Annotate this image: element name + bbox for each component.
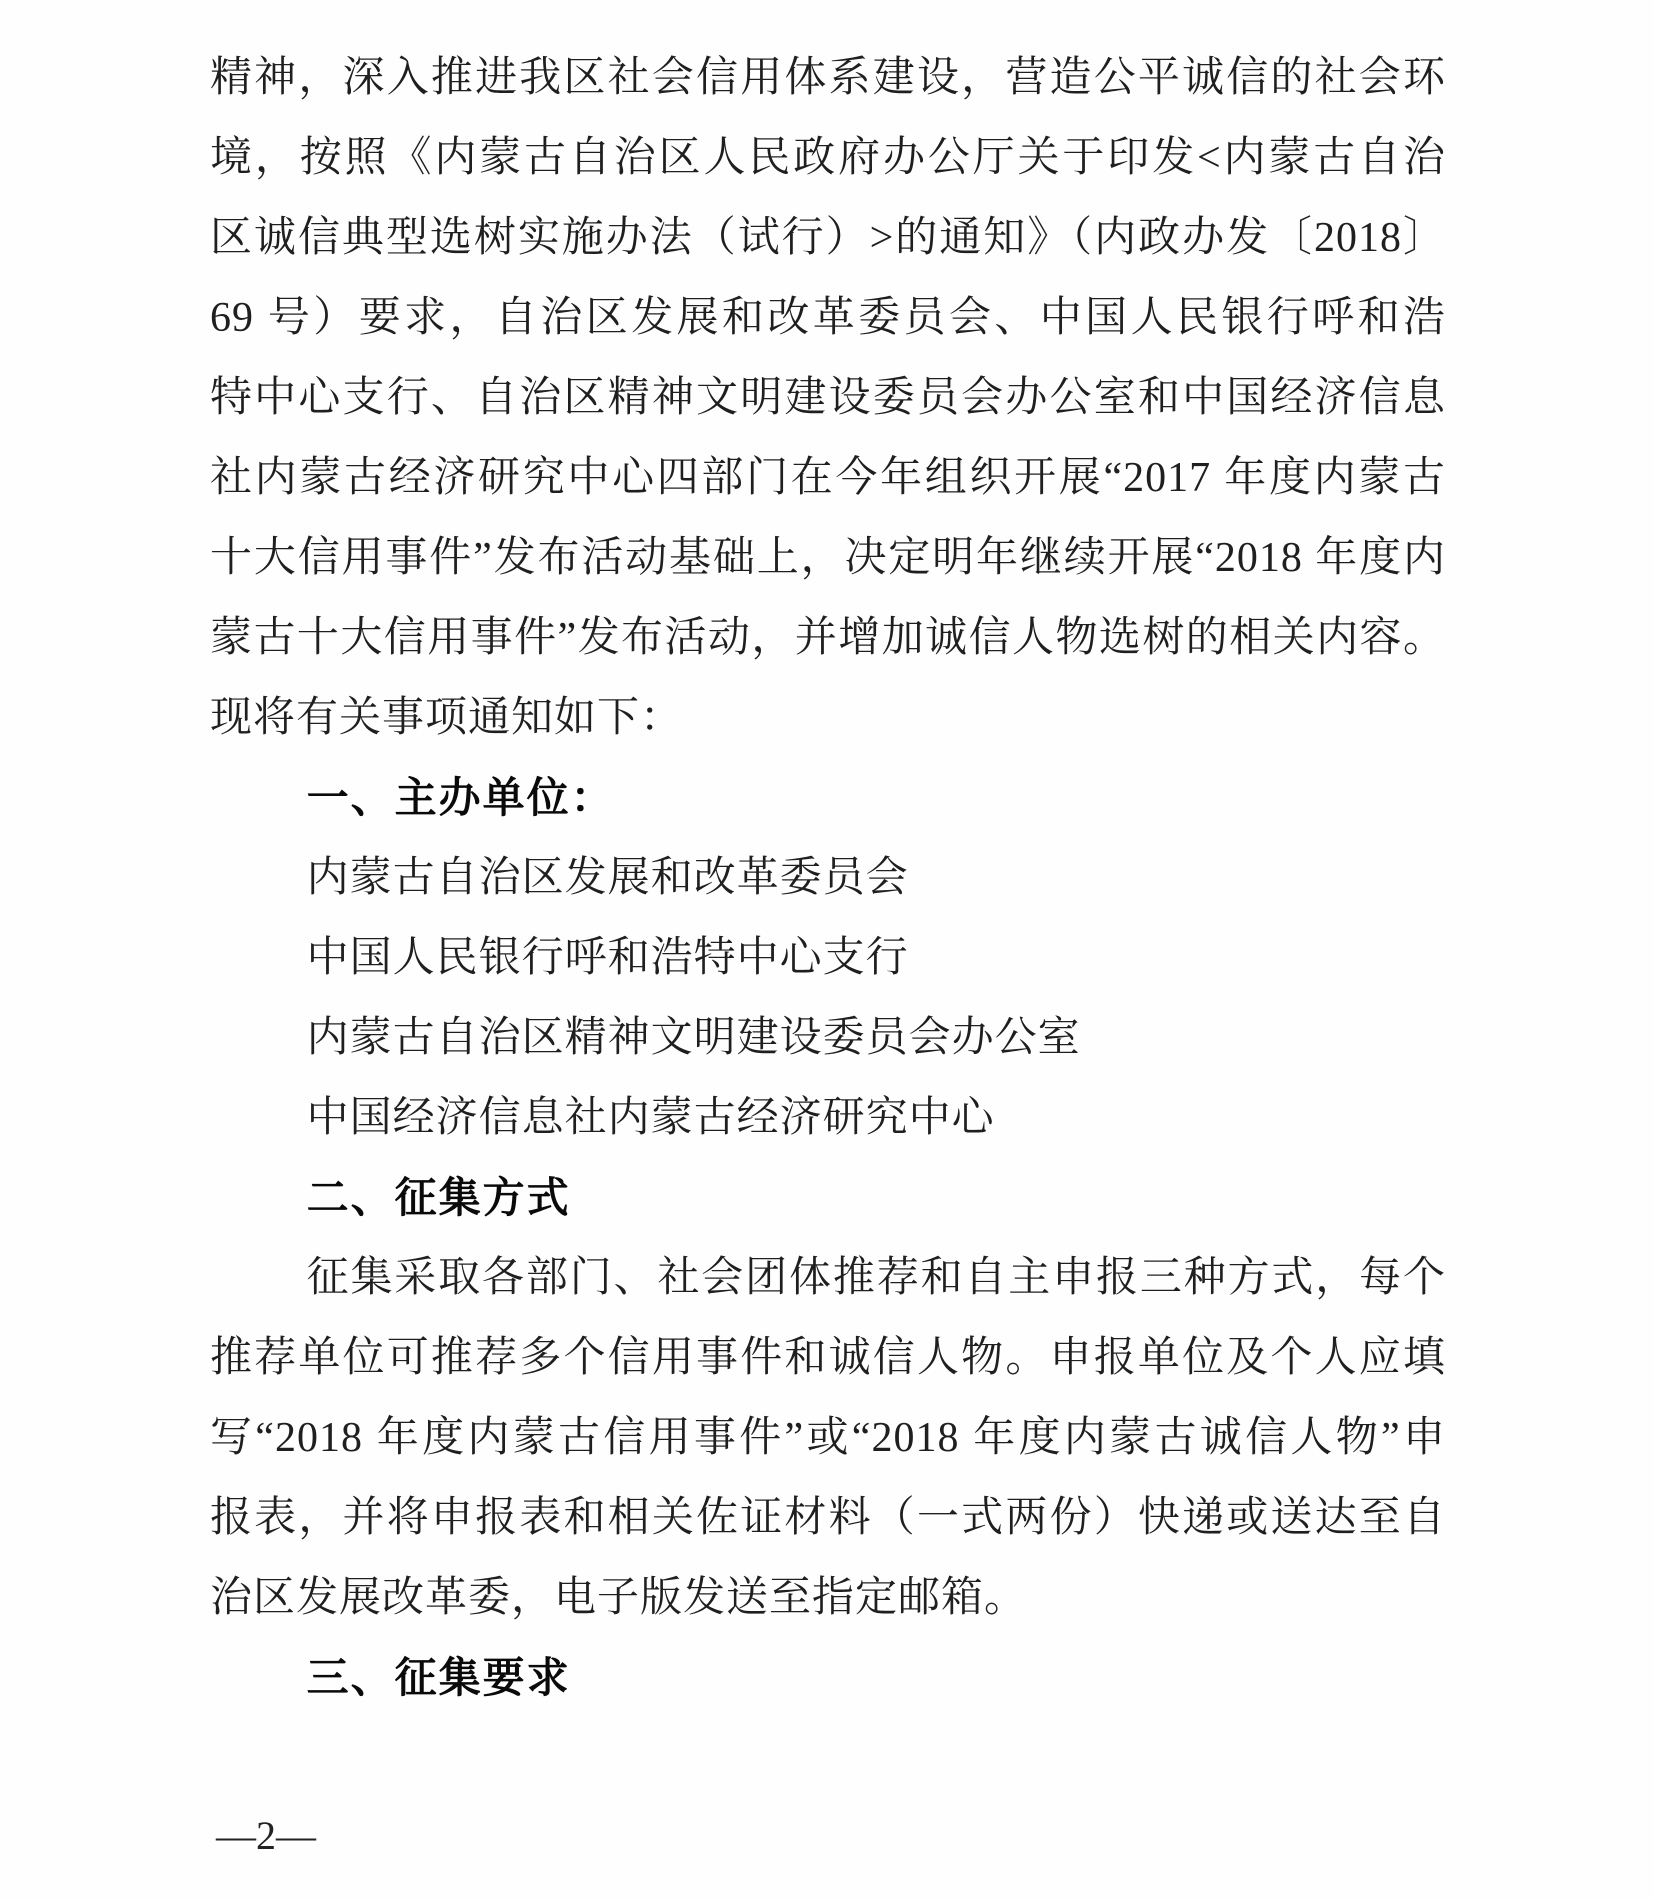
text-line: 报表，并将申报表和相关佐证材料（一式两份）快递或送达至自 [210,1495,1446,1541]
text-line: 社内蒙古经济研究中心四部门在今年组织开展“2017 年度内蒙古 [210,455,1446,501]
text-line: 征集采取各部门、社会团体推荐和自主申报三种方式，每个 [306,1255,1446,1301]
text-line: 治区发展改革委，电子版发送至指定邮箱。 [210,1575,1028,1621]
text-line: 69 号）要求，自治区发展和改革委员会、中国人民银行呼和浩 [210,295,1446,341]
organization-item: 内蒙古自治区发展和改革委员会 [306,855,909,901]
text-line: 写“2018 年度内蒙古信用事件”或“2018 年度内蒙古诚信人物”申 [210,1415,1446,1461]
text-line: 推荐单位可推荐多个信用事件和诚信人物。申报单位及个人应填 [210,1335,1446,1381]
organization-item: 内蒙古自治区精神文明建设委员会办公室 [306,1015,1081,1061]
text-line: 现将有关事项通知如下： [210,695,684,741]
text-line: 蒙古十大信用事件”发布活动，并增加诚信人物选树的相关内容。 [210,615,1446,661]
section-heading-3: 三、征集要求 [306,1654,571,1701]
text-line: 十大信用事件”发布活动基础上，决定明年继续开展“2018 年度内 [210,535,1446,581]
text-line: 特中心支行、自治区精神文明建设委员会办公室和中国经济信息 [210,375,1446,421]
page-number: —2— [216,1813,316,1858]
document-body [210,38,1446,1718]
text-line: 境，按照《内蒙古自治区人民政府办公厅关于印发<内蒙古自治 [210,135,1446,181]
text-line: 精神，深入推进我区社会信用体系建设，营造公平诚信的社会环 [210,55,1446,101]
section-heading-1: 一、主办单位： [306,774,615,821]
organization-item: 中国人民银行呼和浩特中心支行 [306,935,909,981]
section-heading-2: 二、征集方式 [306,1174,571,1221]
text-line: 区诚信典型选树实施办法（试行）>的通知》（内政办发〔2018〕 [210,215,1446,261]
organization-item: 中国经济信息社内蒙古经济研究中心 [306,1095,995,1141]
